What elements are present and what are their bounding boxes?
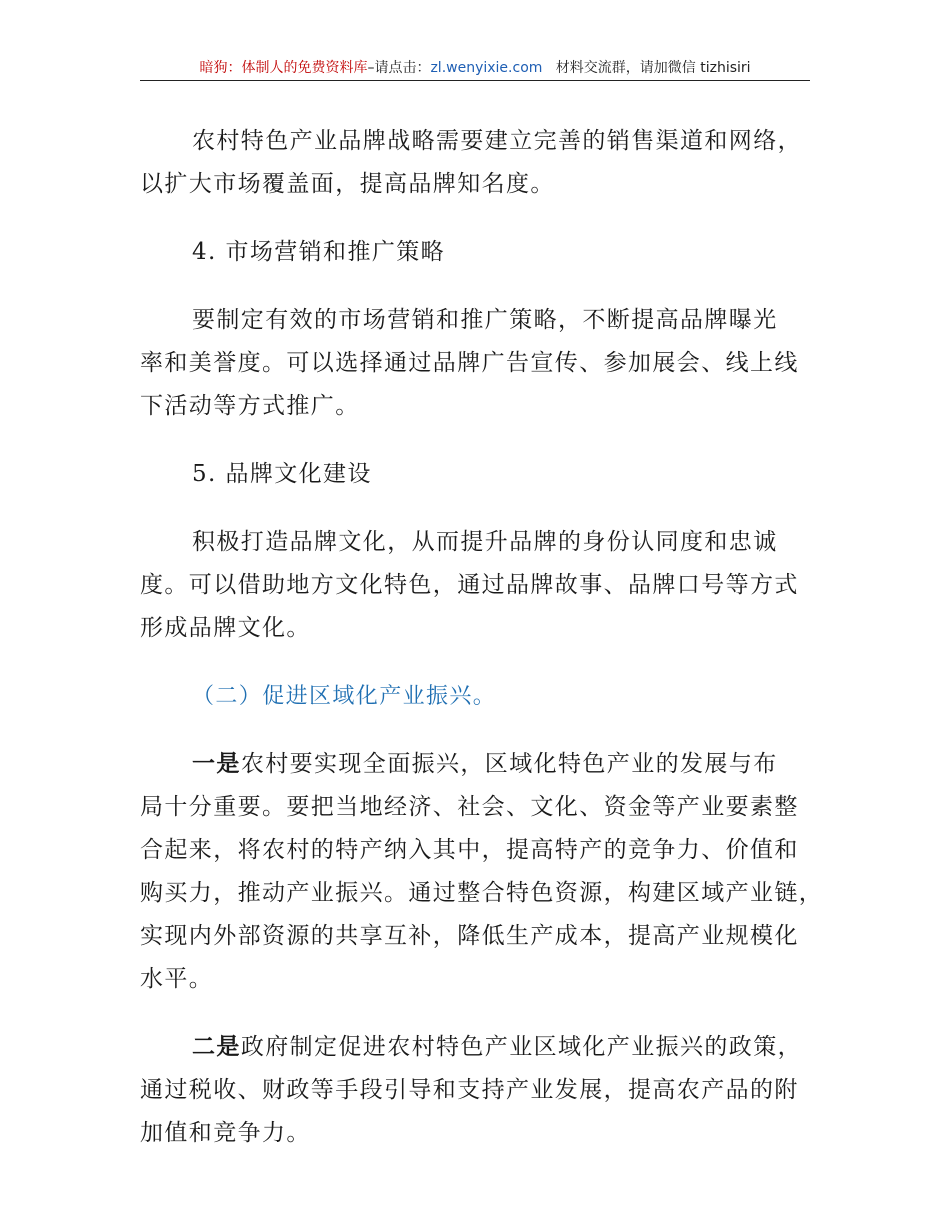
- header-site-name: 暗狗：体制人的免费资料库: [199, 60, 368, 76]
- paragraph-line: [140, 1026, 815, 1069]
- paragraph-line: 形成品牌文化。: [140, 615, 311, 641]
- line-text: 政府制定促进农村特色产业区域化产业振兴的政策，: [240, 1034, 803, 1060]
- paragraph-sales-channels: [140, 120, 815, 206]
- paragraph-line: 加值和竞争力。: [140, 1120, 311, 1146]
- paragraph-line: 局十分重要。要把当地经济、社会、文化、资金等产业要素整: [140, 794, 799, 820]
- paragraph-line: 实现内外部资源的共享互补，降低生产成本，提高产业规模化: [140, 923, 799, 949]
- header-wechat-note: 材料交流群，请加微信 tizhisiri: [555, 60, 751, 76]
- paragraph-line: 以扩大市场覆盖面，提高品牌知名度。: [140, 171, 555, 197]
- paragraph-line: 积极打造品牌文化，从而提升品牌的身份认同度和忠诚: [192, 529, 778, 555]
- paragraph-line: 要制定有效的市场营销和推广策略，不断提高品牌曝光: [192, 307, 778, 333]
- paragraph-line: 下活动等方式推广。: [140, 393, 360, 419]
- lead-label: 一是: [192, 751, 241, 777]
- paragraph-second-point: [140, 1026, 815, 1155]
- paragraph-line: 购买力，推动产业振兴。通过整合特色资源，构建区域产业链，: [140, 880, 824, 906]
- header-click-prompt: –请点击：: [367, 60, 431, 76]
- paragraph-line: 农村特色产业品牌战略需要建立完善的销售渠道和网络，: [192, 128, 802, 154]
- paragraph-brand-culture: [140, 521, 815, 650]
- paragraph-line: 合起来，将农村的特产纳入其中，提高特产的竞争力、价值和: [140, 837, 799, 863]
- line-text: 农村要实现全面振兴，区域化特色产业的发展与布: [240, 751, 778, 777]
- document-body: [140, 120, 824, 1180]
- header-url-link[interactable]: zl.wenyixie.com: [430, 60, 543, 76]
- paragraph-line: 通过税收、财政等手段引导和支持产业发展，提高农产品的附: [140, 1077, 799, 1103]
- paragraph-line: [140, 743, 815, 786]
- paragraph-line: 水平。: [140, 966, 214, 992]
- lead-label: 二是: [192, 1034, 241, 1060]
- paragraph-first-point: [140, 743, 824, 1001]
- heading-brand-culture: 5. 品牌文化建设: [192, 461, 372, 487]
- paragraph-line: 度。可以借助地方文化特色，通过品牌故事、品牌口号等方式: [140, 572, 799, 598]
- heading-marketing-strategy: 4. 市场营销和推广策略: [192, 239, 446, 265]
- paragraph-line: 率和美誉度。可以选择通过品牌广告宣传、参加展会、线上线: [140, 350, 799, 376]
- paragraph-marketing: [140, 299, 815, 428]
- section-heading-regional-revival: （二）促进区域化产业振兴。: [192, 684, 497, 709]
- page-header: [140, 58, 810, 81]
